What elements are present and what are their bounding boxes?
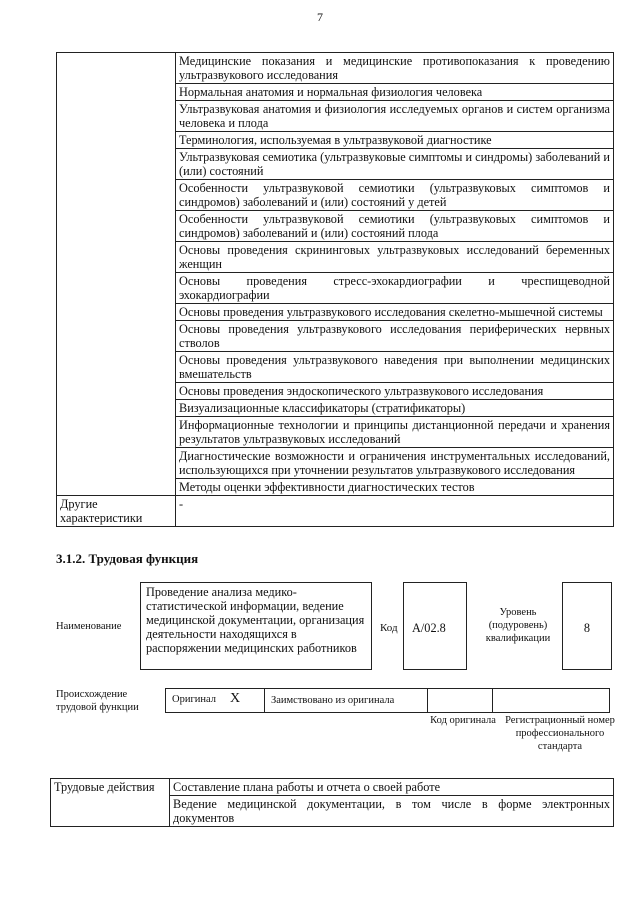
table-cell: Диагностические возможности и ограничения инструментальных исследований, использующихся при уточнении результатов ультразвукового исследования [176, 448, 614, 479]
table-cell: Основы проведения ультразвукового исследования скелетно-мышечной системы [176, 304, 614, 321]
knowledge-table [56, 52, 614, 527]
labor-actions-table [50, 778, 614, 827]
table-cell: Основы проведения скрининговых ультразвуковых исследований беременных женщин [176, 242, 614, 273]
table-cell: Особенности ультразвуковой семиотики (ультразвуковых симптомов и синдромов) заболеваний и (или) состояний у детей [176, 180, 614, 211]
qualification-level-label: Уровень (подуровень) квалификации [485, 607, 551, 644]
table-row [57, 496, 614, 527]
row-label-empty [57, 53, 176, 496]
qualification-level-box: 8 [562, 582, 612, 670]
original-code-cell [427, 688, 493, 713]
registration-number-cell [492, 688, 610, 713]
table-row [51, 779, 614, 796]
table-cell: Ведение медицинской документации, в том числе в форме электронных документов [170, 796, 614, 827]
page-number: 7 [317, 10, 323, 24]
code-value-box: A/02.8 [403, 582, 467, 670]
table-cell: Основы проведения стресс-эхокардиографии и чреспищеводной эхокардиографии [176, 273, 614, 304]
original-code-label: Код оригинала [430, 715, 496, 726]
table-cell: Основы проведения эндоскопического ультразвукового исследования [176, 383, 614, 400]
registration-number-label: Регистрационный номер профессионального стандарта [505, 715, 615, 752]
table-cell: Составление плана работы и отчета о своей работе [170, 779, 614, 796]
table-cell: Визуализационные классификаторы (стратификаторы) [176, 400, 614, 417]
table-cell: Методы оценки эффективности диагностических тестов [176, 479, 614, 496]
function-name-box: Проведение анализа медико-статистической информации, ведение медицинской документации, организация деятельности находящихся в распоряжении медицинских работников [140, 582, 372, 670]
original-cell [165, 688, 265, 713]
other-characteristics-value: - [176, 496, 614, 527]
table-cell: Ультразвуковая анатомия и физиология исследуемых органов и систем организма человека и плода [176, 101, 614, 132]
origin-row [166, 688, 612, 713]
name-label: Наименование [56, 621, 122, 632]
origin-label: Происхождение трудовой функции [56, 689, 139, 713]
table-row [57, 53, 614, 84]
table-cell: Информационные технологии и принципы дистанционной передачи и хранения результатов ультразвуковых исследований [176, 417, 614, 448]
original-label: Оригинал [172, 694, 216, 705]
original-mark: X [230, 691, 241, 706]
other-characteristics-label: Другие характеристики [57, 496, 176, 527]
table-cell: Нормальная анатомия и нормальная физиология человека [176, 84, 614, 101]
section-heading: 3.1.2. Трудовая функция [56, 551, 199, 566]
table-cell: Ультразвуковая семиотика (ультразвуковые симптомы и синдромы) заболеваний и (или) состояний [176, 149, 614, 180]
table-cell: Медицинские показания и медицинские противопоказания к проведению ультразвукового исследования [176, 53, 614, 84]
borrowed-cell: Заимствовано из оригинала [264, 688, 428, 713]
table-cell: Особенности ультразвуковой семиотики (ультразвуковых симптомов и синдромов) заболеваний и (или) состояний плода [176, 211, 614, 242]
table-cell: Терминология, используемая в ультразвуковой диагностике [176, 132, 614, 149]
table-cell: Основы проведения ультразвукового исследования периферических нервных стволов [176, 321, 614, 352]
labor-actions-label: Трудовые действия [51, 779, 170, 827]
code-label: Код [380, 622, 398, 634]
table-cell: Основы проведения ультразвукового наведения при выполнении медицинских вмешательств [176, 352, 614, 383]
